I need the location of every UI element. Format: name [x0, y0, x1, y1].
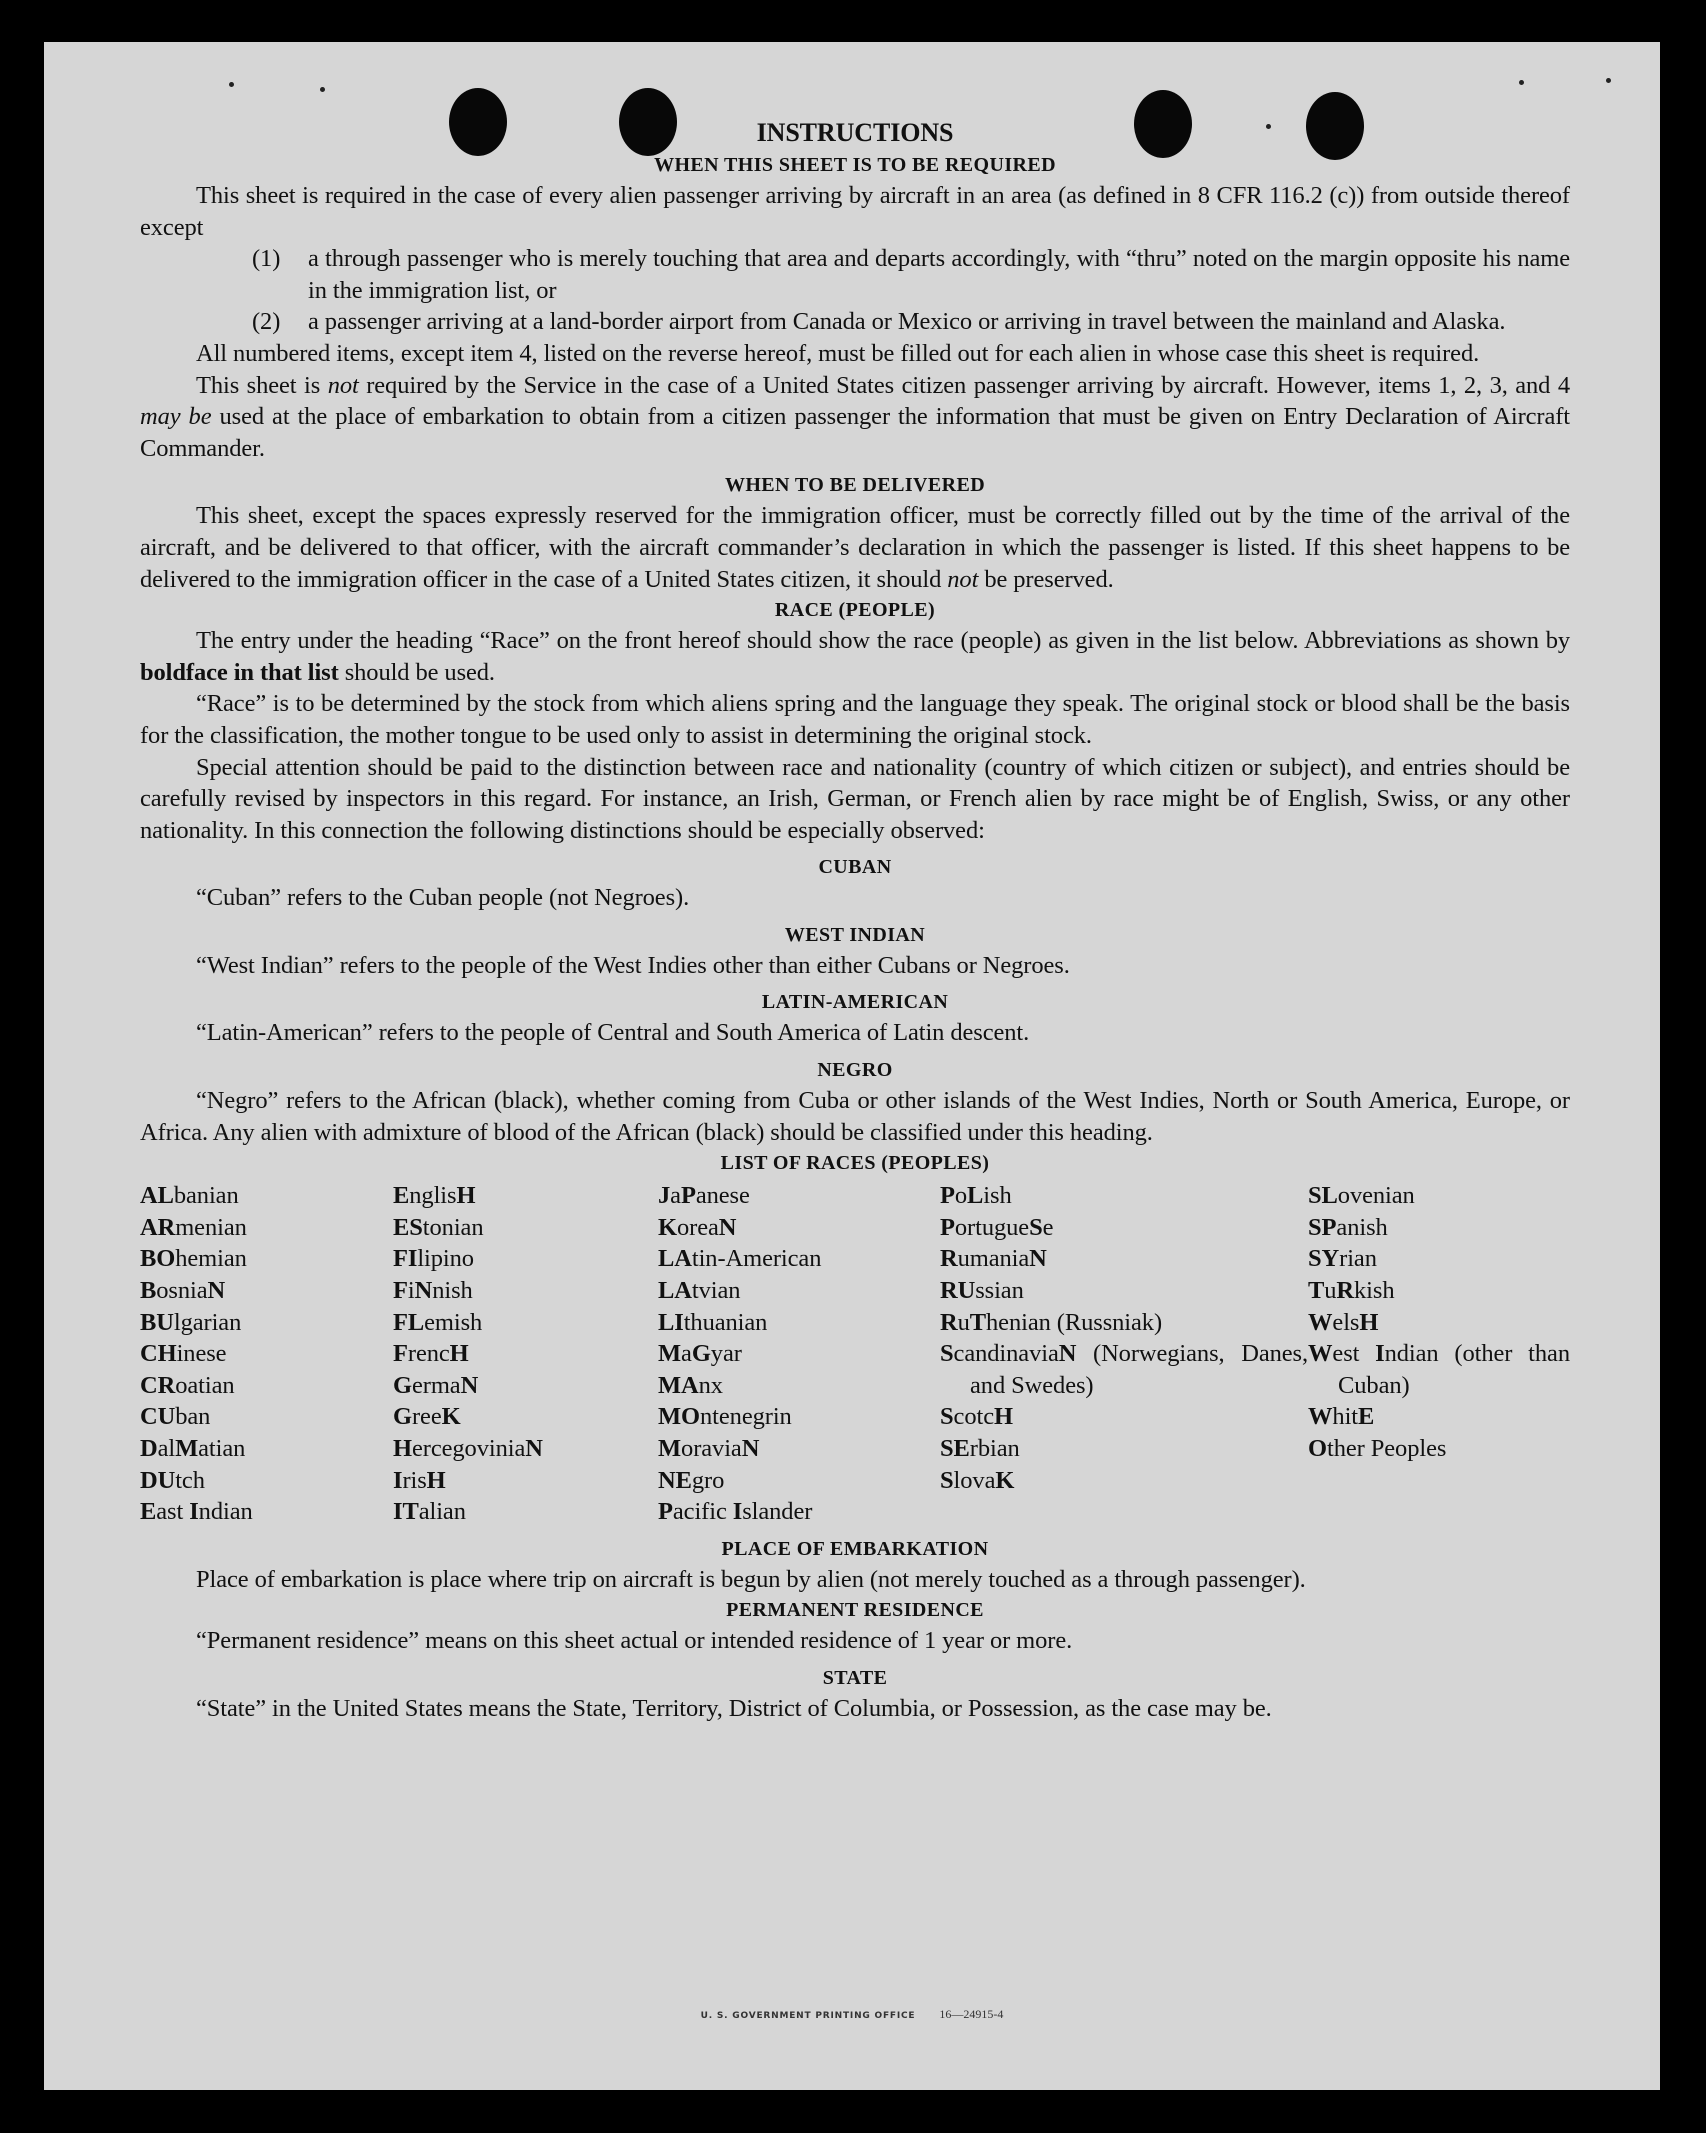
- race-entry: BosniaN: [140, 1277, 226, 1305]
- race-entry: HercegoviniaN: [393, 1435, 543, 1462]
- race-column: [140, 1180, 393, 1528]
- race-entry: MAnx: [658, 1371, 723, 1399]
- race-entry: GreeK: [393, 1403, 461, 1431]
- race-entry: NEgro: [658, 1466, 725, 1494]
- race-entry: GermaN: [393, 1371, 479, 1399]
- heading-place-of-embarkation: PLACE OF EMBARKATION: [721, 1537, 989, 1560]
- heading-when-required: WHEN THIS SHEET IS TO BE REQUIRED: [654, 154, 1056, 176]
- printer-imprint: [44, 2007, 1660, 2022]
- document-page: [44, 42, 1660, 2090]
- heading-negro: NEGRO: [817, 1059, 893, 1082]
- race-entry: FLemish: [393, 1308, 483, 1336]
- race-entry: ITalian: [393, 1498, 466, 1526]
- exception-item-2: [140, 306, 1570, 338]
- item-number: (1): [252, 245, 281, 273]
- text-fragment: This sheet is: [196, 371, 328, 399]
- heading-cuban: CUBAN: [818, 856, 892, 879]
- race-column: [1308, 1180, 1570, 1528]
- heading-permanent-residence: PERMANENT RESIDENCE: [726, 1599, 984, 1622]
- item-text: a passenger arriving at a land-border airport from Canada or Mexico or arriving in travel between the mainland and Alaska.: [308, 308, 1506, 336]
- paragraph-special-attention: Special attention should be paid to the distinction between race and nationality (country of which citizen or subject), and entries should be carefully revised by inspectors in this regard. For instance, an Irish, German, or French alien by race might be of English, Swiss, or any other nationality. In this connection the following distinctions should be especially observed:: [140, 753, 1570, 844]
- heading-list-of-races: LIST OF RACES (PEOPLES): [720, 1152, 990, 1175]
- paragraph-latin-american: “Latin-American” refers to the people of Central and South America of Latin descent.: [196, 1019, 1030, 1047]
- race-entry: West Indian (other than Cuban): [1308, 1340, 1570, 1399]
- race-entry: FIlipino: [393, 1245, 474, 1273]
- heading-state: STATE: [822, 1666, 888, 1689]
- race-entry: EStonian: [393, 1213, 484, 1241]
- paragraph-required: This sheet is required in the case of every alien passenger arriving by aircraft in an area (as defined in 8 CFR 116.2 (c)) from outside thereof except: [140, 182, 1570, 241]
- race-entry: DUtch: [140, 1466, 205, 1494]
- paper-speck: [320, 87, 325, 92]
- race-entry: JaPanese: [658, 1182, 750, 1210]
- race-list: [140, 1180, 1570, 1528]
- race-entry: SYrian: [1308, 1245, 1377, 1273]
- race-entry: MOntenegrin: [658, 1403, 792, 1431]
- form-code: 16—24915-4: [939, 2007, 1004, 2021]
- heading-west-indian: WEST INDIAN: [784, 923, 926, 946]
- race-entry: Other Peoples: [1308, 1435, 1447, 1462]
- race-entry: Pacific Islander: [658, 1498, 813, 1526]
- document-body: [140, 114, 1570, 1725]
- text-fragment: This sheet, except the spaces expressly reserved for the immigration officer, must be correctly filled out by the time of the arrival of the aircraft, and be delivered to that officer, with the aircraft commander’s declaration in which the passenger is listed. If this sheet happens to be delivered to the immigration officer in the case of a United States citizen, it should: [140, 502, 1570, 593]
- race-entry: RumaniaN: [940, 1245, 1047, 1273]
- paragraph-race-determined: “Race” is to be determined by the stock from which aliens spring and the language they speak. The original stock or blood shall be the basis for the classification, the mother tongue to be used only to assist in determining the original stock.: [140, 690, 1570, 749]
- text-fragment: The entry under the heading “Race” on the front hereof should show the race (people) as given in the list below. Abbreviations as shown by: [196, 627, 1570, 655]
- paper-speck: [229, 82, 234, 87]
- item-number: (2): [252, 308, 281, 336]
- paragraph-embarkation: Place of embarkation is place where trip on aircraft is begun by alien (not merely touched as a through passenger).: [196, 1565, 1306, 1593]
- race-entry: KoreaN: [658, 1213, 737, 1241]
- exception-item-1: [140, 243, 1570, 306]
- printer-name: U. S. GOVERNMENT PRINTING OFFICE: [700, 2011, 916, 2021]
- paragraph-numbered-items: All numbered items, except item 4, listed on the reverse hereof, must be filled out for each alien in whose case this sheet is required.: [196, 339, 1480, 367]
- race-column: [393, 1180, 658, 1528]
- paragraph-race-entry: [140, 625, 1570, 688]
- paragraph-cuban: “Cuban” refers to the Cuban people (not Negroes).: [196, 884, 690, 912]
- race-column: [940, 1180, 1308, 1528]
- race-column: [658, 1180, 940, 1528]
- race-entry: EnglisH: [393, 1182, 476, 1210]
- race-entry: FrencH: [393, 1340, 469, 1368]
- text-fragment: required by the Service in the case of a United States citizen passenger arriving by aircraft. However, items 1, 2, 3, and 4: [358, 371, 1570, 399]
- text-fragment: used at the place of embarkation to obtain from a citizen passenger the information that must be given on Entry Declaration of Aircraft Commander.: [140, 403, 1571, 462]
- race-entry: CRoatian: [140, 1371, 235, 1399]
- race-entry: ALbanian: [140, 1182, 239, 1210]
- race-entry: SlovaK: [940, 1466, 1015, 1494]
- item-text: a through passenger who is merely touching that area and departs accordingly, with “thru” noted on the margin opposite his name in the immigration list, or: [308, 245, 1570, 304]
- race-entry: WhitE: [1308, 1403, 1375, 1431]
- race-entry: PortugueSe: [940, 1213, 1054, 1241]
- paragraph-negro: “Negro” refers to the African (black), whether coming from Cuba or other islands of the West Indies, North or South America, Europe, or Africa. Any alien with admixture of blood of the African (black) should be classified under this heading.: [140, 1087, 1570, 1146]
- paragraph-residence: “Permanent residence” means on this sheet actual or intended residence of 1 year or more.: [196, 1627, 1073, 1655]
- page-title: INSTRUCTIONS: [756, 118, 954, 147]
- heading-when-delivered: WHEN TO BE DELIVERED: [724, 474, 986, 497]
- race-entry: ScandinaviaN (Norwegians, Danes, and Swedes): [940, 1340, 1308, 1399]
- race-entry: MoraviaN: [658, 1435, 760, 1462]
- paragraph-delivered: [140, 500, 1570, 595]
- emphasis-not: not: [947, 565, 979, 593]
- race-entry: MaGyar: [658, 1340, 742, 1368]
- text-fragment: be preserved.: [978, 565, 1114, 593]
- race-entry: LAtvian: [658, 1277, 741, 1305]
- paragraph-west-indian: “West Indian” refers to the people of the West Indies other than either Cubans or Negroes.: [196, 951, 1070, 979]
- race-entry: IrisH: [393, 1466, 446, 1494]
- race-entry: ScotcH: [940, 1403, 1013, 1431]
- heading-race: RACE (PEOPLE): [774, 599, 936, 622]
- paragraph-state: “State” in the United States means the State, Territory, District of Columbia, or Possession, as the case may be.: [196, 1694, 1272, 1722]
- race-entry: LIthuanian: [658, 1308, 768, 1336]
- text-fragment: should be used.: [338, 658, 495, 686]
- race-entry: BUlgarian: [140, 1308, 242, 1336]
- race-entry: CHinese: [140, 1340, 227, 1368]
- race-entry: TuRkish: [1308, 1277, 1395, 1305]
- bold-fragment: boldface in that list: [140, 658, 339, 686]
- emphasis-may-be: may be: [140, 403, 212, 431]
- race-entry: East Indian: [140, 1498, 253, 1526]
- race-entry: WelsH: [1308, 1308, 1379, 1336]
- race-entry: RUssian: [940, 1277, 1024, 1305]
- race-entry: CUban: [140, 1403, 211, 1431]
- race-entry: PoLish: [940, 1182, 1012, 1210]
- race-entry: SErbian: [940, 1435, 1020, 1462]
- race-entry: SLovenian: [1308, 1182, 1415, 1210]
- race-entry: BOhemian: [140, 1245, 247, 1273]
- paragraph-citizen: [140, 370, 1570, 465]
- paper-speck: [1519, 80, 1524, 85]
- race-entry: LAtin-American: [658, 1245, 822, 1273]
- heading-latin-american: LATIN-AMERICAN: [761, 991, 949, 1014]
- paper-speck: [1606, 78, 1611, 83]
- race-entry: FiNnish: [393, 1277, 473, 1305]
- emphasis-not: not: [327, 371, 359, 399]
- race-entry: ARmenian: [140, 1213, 247, 1241]
- race-entry: SPanish: [1308, 1213, 1388, 1241]
- race-entry: RuThenian (Russniak): [940, 1308, 1162, 1336]
- race-entry: DalMatian: [140, 1435, 246, 1462]
